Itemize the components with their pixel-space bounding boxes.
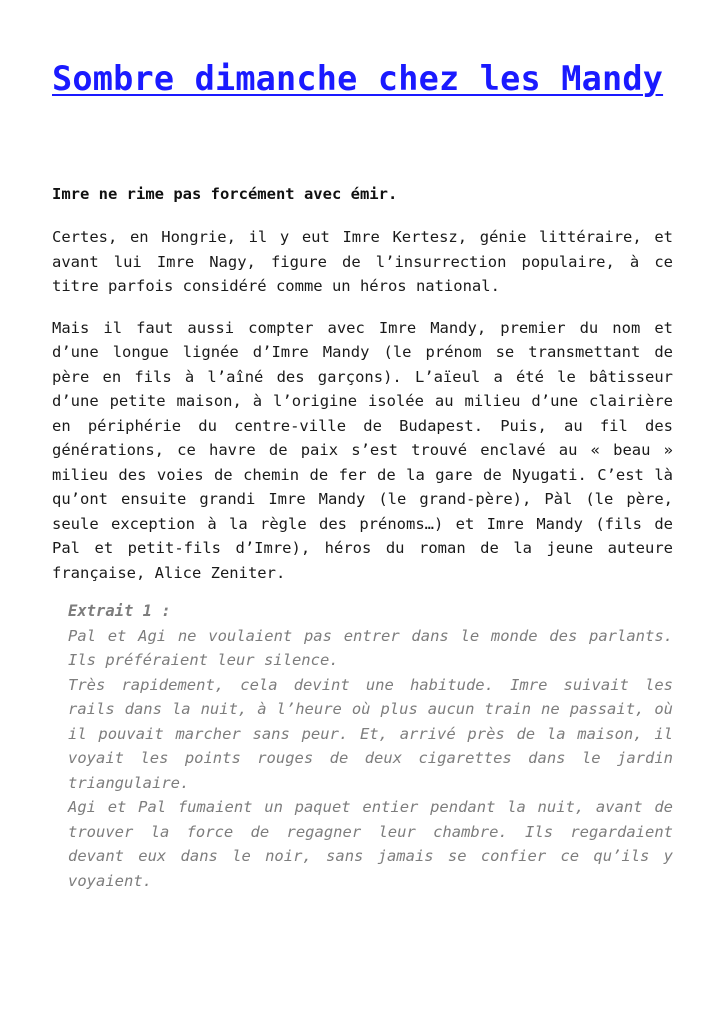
paragraph-2: Mais il faut aussi compter avec Imre Mandy, premier du nom et d’une longue lignée d’Imre Mandy (le prénom se transmettant de père en fils à l’aîné des garçons). L’aïeul a été le bâtisseur d’une petite maison, à l’origine isolée au milieu d’une clairière en périphérie du centre-ville de Budapest. Puis, au fil des générations, ce havre de paix s’est trouvé enclavé au « beau » milieu des voies de chemin de fer de la gare de Nyugati. C’est là qu’ont ensuite grandi Imre Mandy (le grand-père), Pàl (le père, seule exception à la règle des prénoms…) et Imre Mandy (fils de Pal et petit-fils d’Imre), héros du roman de la jeune auteure française, Alice Zeniter.: [52, 318, 673, 582]
excerpt-line-2: Très rapidement, cela devint une habitude. Imre suivait les rails dans la nuit, à l’heure où plus aucun train ne passait, où il pouvait marcher sans peur. Et, arrivé près de la maison, il voyait les points rouges de deux cigarettes dans le jardin triangulaire.: [68, 675, 673, 792]
article-intro: Imre ne rime pas forcément avec émir.: [52, 185, 398, 203]
article-title: [52, 56, 673, 102]
excerpt-blockquote: [68, 599, 673, 893]
excerpt-line-1: Pal et Agi ne voulaient pas entrer dans le monde des parlants. Ils préféraient leur silence.: [68, 626, 673, 669]
article: [52, 56, 673, 893]
article-title-link[interactable]: Sombre dimanche chez les Mandy: [52, 59, 664, 98]
excerpt-label: Extrait 1 :: [68, 602, 171, 620]
paragraph-1: Certes, en Hongrie, il y eut Imre Kertesz, génie littéraire, et avant lui Imre Nagy, figure de l’insurrection populaire, à ce titre parfois considéré comme un héros national.: [52, 228, 673, 295]
excerpt-line-3: Agi et Pal fumaient un paquet entier pendant la nuit, avant de trouver la force de regagner leur chambre. Ils regardaient devant eux dans le noir, sans jamais se confier ce qu’ils y voyaient.: [68, 798, 673, 890]
